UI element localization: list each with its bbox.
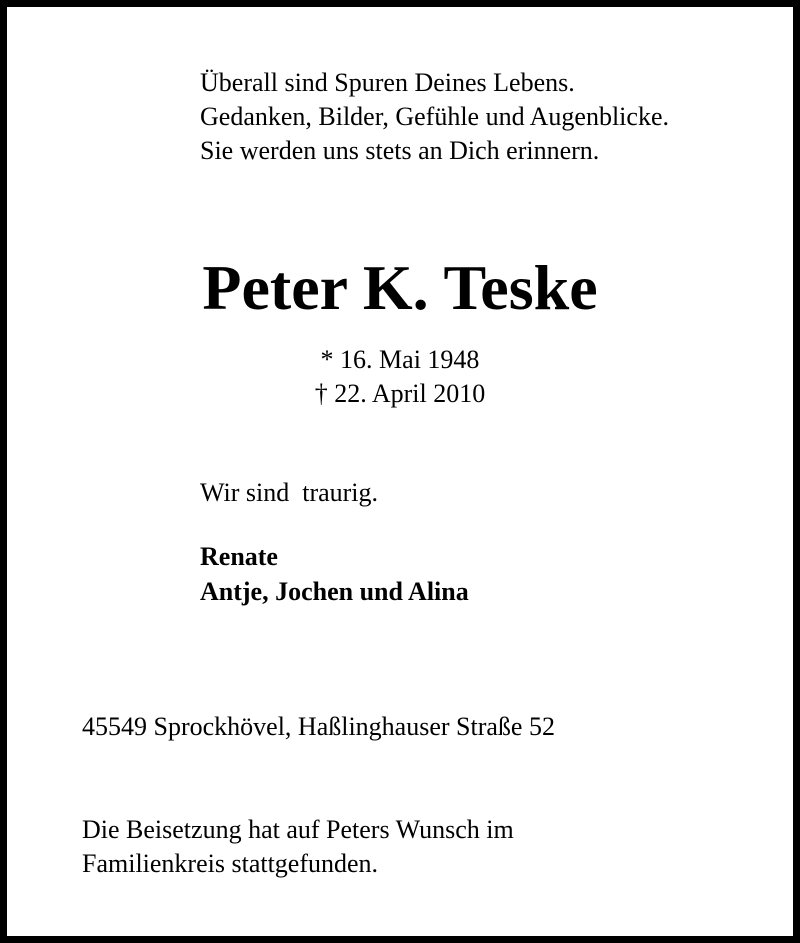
mourner-name: Renate [200,542,278,571]
deceased-name: Peter K. Teske [202,252,598,323]
mourners-list [200,539,469,609]
burial-note-line: Die Beisetzung hat auf Peters Wunsch im [82,815,514,844]
death-date: † 22. April 2010 [314,379,486,408]
memorial-verse [200,66,669,168]
mourner-name: Antje, Jochen und Alina [200,577,469,606]
verse-line: Überall sind Spuren Deines Lebens. [200,68,575,97]
birth-date: * 16. Mai 1948 [320,345,480,374]
sentiment-text: Wir sind traurig. [200,478,379,507]
verse-line: Sie werden uns stets an Dich erinnern. [200,136,600,165]
burial-note-line: Familienkreis stattgefunden. [82,849,379,878]
verse-line: Gedanken, Bilder, Gefühle und Augenblicke. [200,102,669,131]
family-address: 45549 Sprockhövel, Haßlinghauser Straße 52 [82,712,555,741]
life-dates [7,343,793,411]
burial-note [82,813,514,881]
